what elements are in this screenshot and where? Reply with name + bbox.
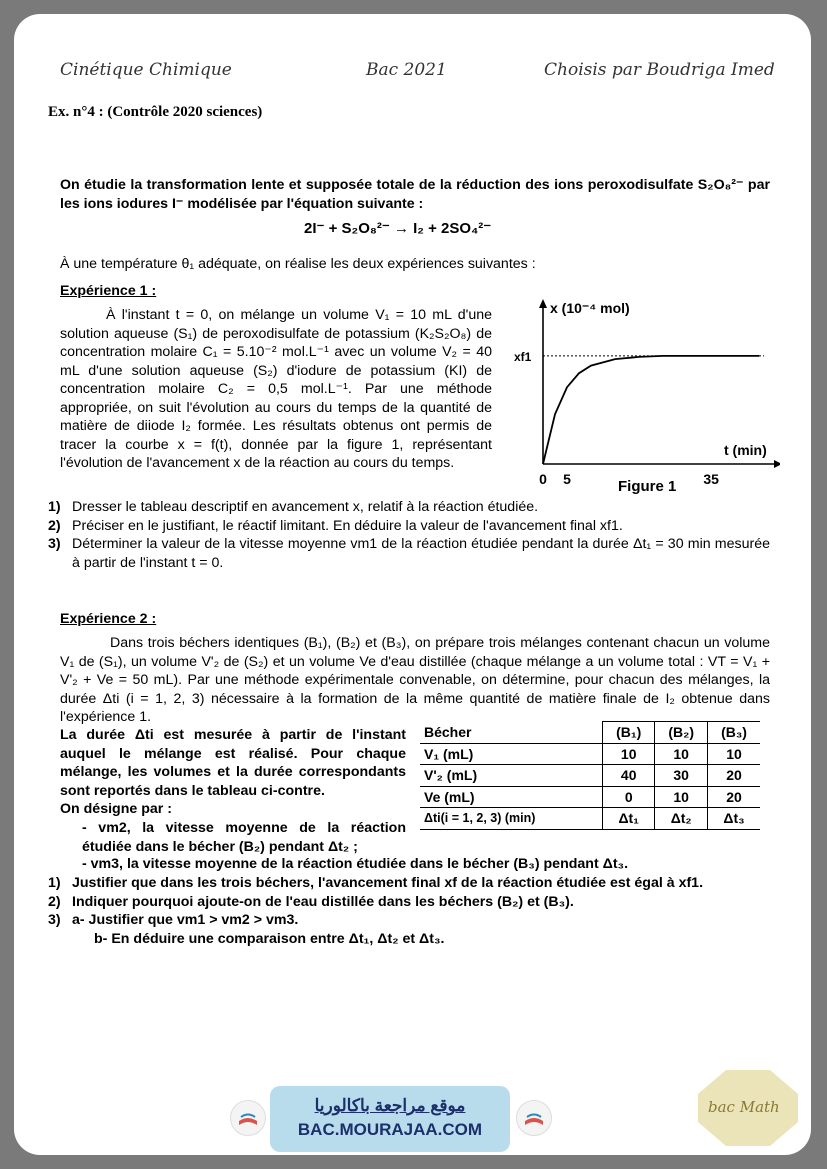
table-cell: (B₃) [708, 722, 760, 744]
y-tick-xf1: xf1 [514, 349, 532, 364]
question-item: 2) Préciser en le justifiant, le réactif limitant. En déduire la valeur de l'avancement final xf1. [48, 517, 623, 534]
bac-math-logo [696, 1068, 800, 1148]
question-item: 2) Indiquer pourquoi ajoute-on de l'eau distillée dans les béchers (B₂) et (B₃). [48, 893, 574, 910]
table-cell: 10 [655, 743, 708, 765]
temperature-line: À une température θ₁ adéquate, on réalise les deux expériences suivantes : [60, 256, 536, 272]
table-cell: Ve (mL) [420, 786, 603, 808]
exp1-heading: Expérience 1 : [60, 283, 157, 299]
bac-math-logo-text: bac Math [708, 1098, 780, 1116]
table-cell: V₁ (mL) [420, 743, 603, 765]
book-icon [231, 1101, 265, 1135]
table-cell: 10 [655, 786, 708, 808]
x-axis-label: t (min) [724, 442, 767, 458]
bullet-vm2: - vm2, la vitesse moyenne de la réaction étudiée dans le bécher (B₂) pendant Δt₂ ; [82, 820, 406, 855]
header-center: Bac 2021 [366, 60, 447, 80]
table-row [420, 743, 760, 765]
header-left: Cinétique Chimique [60, 60, 232, 80]
table-cell: 10 [603, 743, 655, 765]
table-cell: Δt₂ [655, 808, 708, 830]
table-cell: 20 [708, 786, 760, 808]
beakers-table [420, 721, 760, 830]
bullet-vm3: - vm3, la vitesse moyenne de la réaction étudiée dans le bécher (B₃) pendant Δt₃. [82, 856, 629, 872]
x-tick-5: 5 [563, 471, 571, 487]
exp2-heading: Expérience 2 : [60, 611, 157, 627]
site-arabic-name: موقع مراجعة باكالوريا [314, 1096, 466, 1115]
exp1-questions [48, 498, 770, 572]
exp2-text: Dans trois béchers identiques (B₁), (B₂) et (B₃), on prépare trois mélanges contenant chacun un volume V₁ de (S₁), un volume V'₂ de (S₂) et un volume Ve d'eau distillée (chaque mélange a un volume total : VT = V₁ + V'₂ + Ve = 50 mL). Par une méthode expérimentale convenable, on détermine, pour chacun des mélanges, la durée Δti (i = 1, 2, 3) nécessaire à la formation de la même quantité de matière finale de I₂ obtenue dans l'expérience 1. [60, 635, 770, 725]
site-url: BAC.MOURAJAA.COM [297, 1120, 483, 1139]
site-logo-right [516, 1100, 552, 1136]
x-tick-0: 0 [539, 471, 547, 487]
x-tick-35: 35 [703, 471, 719, 487]
intro-text: On étudie la transformation lente et supposée totale de la réduction des ions peroxodisulfate S₂O₈²⁻ par les ions iodures I⁻ modélisée par l'équation suivante : [60, 177, 770, 212]
x-axis-arrow [774, 460, 780, 468]
table-row [420, 786, 760, 808]
exp1-text: À l'instant t = 0, on mélange un volume V₁ = 10 mL d'une solution aqueuse (S₁) de peroxodisulfate de potassium (K₂S₂O₈) de concentration molaire C₁ = 5.10⁻² mol.L⁻¹ avec un volume V₂ = 40 mL d'une solution aqueuse (S₂) d'iodure de potassium (KI) de concentration molaire C₂ = 0,5 mol.L⁻¹. Par une méthode appropriée, on suit l'évolution au cours du temps de la quantité de matière de diiode I₂ formée. Les résultats obtenus ont permis de tracer la courbe x = f(t), donnée par la figure 1, représentant l'évolution de l'avancement x de la réaction au cours du temps. [60, 307, 492, 471]
table-cell: Δti(i = 1, 2, 3) (min) [420, 808, 603, 830]
exercise-title: Ex. n°4 : (Contrôle 2020 sciences) [48, 104, 263, 120]
table-header-row [420, 722, 760, 744]
table-row [420, 808, 760, 830]
site-logo-left [230, 1100, 266, 1136]
table-cell: (B₂) [655, 722, 708, 744]
table-cell: 30 [655, 765, 708, 787]
site-banner-link[interactable] [270, 1086, 510, 1152]
table-cell: 20 [708, 765, 760, 787]
exp2-questions [48, 874, 770, 948]
figure-caption: Figure 1 [618, 478, 677, 495]
header-right: Choisis par Boudriga Imed [544, 60, 775, 80]
question-item: 3) Déterminer la valeur de la vitesse moyenne vm1 de la réaction étudiée pendant la durée Δt₁ = 30 min mesurée à partir de l'instant t = 0. [48, 536, 770, 571]
question-item: 1) Dresser le tableau descriptif en avancement x, relatif à la réaction étudiée. [48, 499, 539, 515]
table-cell: 10 [708, 743, 760, 765]
table-cell: 0 [603, 786, 655, 808]
question-item: 3) a- Justifier que vm1 > vm2 > vm3. [48, 912, 299, 928]
question-item: 1) Justifier que dans les trois béchers, l'avancement final xf de la réaction étudiée est égal à xf1. [48, 875, 704, 891]
y-axis-label: x (10⁻⁴ mol) [550, 300, 630, 316]
equation: 2I⁻ + S₂O₈²⁻ → I₂ + 2SO₄²⁻ [304, 220, 492, 237]
table-cell: 40 [603, 765, 655, 787]
table-cell: Δt₃ [708, 808, 760, 830]
table-cell: Bécher [420, 722, 603, 744]
question-item: b- En déduire une comparaison entre Δt₁, Δt₂ et Δt₃. [94, 930, 445, 947]
y-axis-arrow [539, 299, 547, 308]
figure1-chart [510, 296, 780, 496]
table-cell: (B₁) [603, 722, 655, 744]
exp2-side-text: La durée Δti est mesurée à partir de l'instant auquel le mélange est réalisé. Pour chaque mélange, les volumes et la durée correspondants sont reportés dans le tableau ci-contre. [60, 727, 406, 799]
table-cell: V'₂ (mL) [420, 765, 603, 787]
table-cell: Δt₁ [603, 808, 655, 830]
table-row [420, 765, 760, 787]
page [14, 14, 811, 1155]
book-icon [517, 1101, 551, 1135]
designation: On désigne par : [60, 801, 172, 817]
